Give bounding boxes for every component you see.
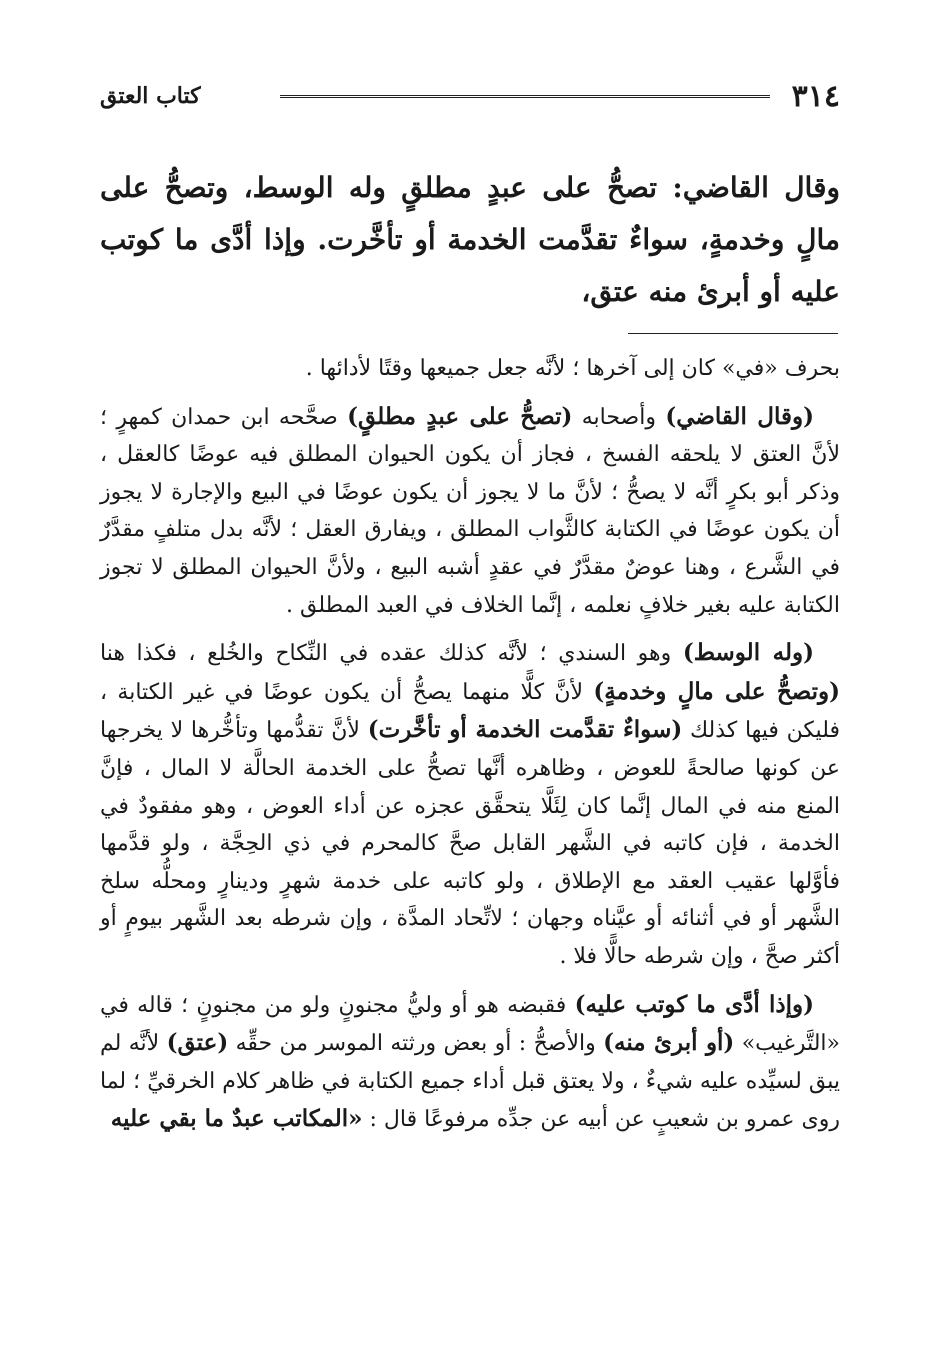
quoted-matn: (أو أبرئ منه) [603, 1029, 735, 1057]
footnote-separator [628, 333, 838, 334]
commentary-text: لأنَّ كلًّا منهما يصحُّ أن يكون عوضًا في غير الكتابة ، فليكن فيها كذلك [100, 679, 841, 744]
book-title: كتاب العتق [100, 83, 201, 109]
commentary-paragraph-4 [100, 986, 840, 1139]
quoted-matn: (عتق) [166, 1029, 229, 1057]
quoted-matn: (وتصحُّ على مالٍ وخدمةٍ) [593, 677, 841, 705]
main-text: وقال القاضي: تصحُّ على عبدٍ مطلقٍ وله الوسط، وتصحُّ على مالٍ وخدمةٍ، سواءٌ تقدَّمت الخدمة أو تأخَّرت. وإذا أدَّى ما كوتب عليه أو أبرئ منه عتق، [100, 171, 840, 308]
quoted-matn: (وقال القاضي) [665, 402, 814, 430]
commentary-text: لأنَّه لم يبق لسيِّده عليه شيءٌ ، ولا يعتق قبل أداء جميع الكتابة في ظاهر كلام الخرقيِّ ؛ لما روى عمرو بن شعيبٍ عن أبيه عن جدِّه مرفوعًا قال : [100, 1031, 840, 1133]
quoted-matn: (وله الوسط) [682, 639, 814, 667]
commentary-text: وأصحابه [572, 404, 666, 430]
quoted-matn: (سواءٌ تقدَّمت الخدمة أو تأخَّرت) [367, 716, 683, 744]
quoted-matn: (وإذا أدَّى ما كوتب عليه) [574, 990, 814, 1018]
commentary-text: وهو السندي ؛ لأنَّه كذلك عقده في النِّكاح والخُلع ، فكذا هنا [100, 641, 683, 667]
commentary-paragraph-3 [100, 634, 840, 975]
page-number: ٣١٤ [791, 78, 840, 114]
quoted-matn: (تصحُّ على عبدٍ مطلقٍ) [347, 402, 573, 430]
quoted-hadith: «المكاتب عبدٌ ما بقي عليه [110, 1105, 363, 1133]
commentary-text: فقبضه هو أو وليُّ مجنونٍ ولو من مجنونٍ ؛ قاله في «التَّرغيب» [100, 992, 840, 1057]
commentary-text: صحَّحه ابن حمدان كمهرٍ ؛ لأنَّ العتق لا يلحقه الفسخ ، فجاز أن يكون الحيوان المطلق فيه عوضًا كالعقل ، وذكر أبو بكرٍ أنَّه لا يصحُّ ؛ لأنَّ ما لا يجوز أن يكون عوضًا في البيع والإجارة لا يجوز أن يكون عوضًا في الكتابة كالثَّواب المطلق ، ويفارق العقل ؛ لأنَّه بدل متلفٍ مقدَّرٌ في الشَّرع ، وهنا عوضٌ مقدَّرٌ في عقدٍ أشبه البيع ، ولأنَّ الحيوان المطلق لا تجوز الكتابة عليه بغير خلافٍ نعلمه ، إنَّما الخلاف في العبد المطلق . [100, 404, 840, 618]
commentary-text: والأصحُّ : أو بعض ورثته الموسر من حقِّه [228, 1031, 604, 1057]
commentary-paragraph-2 [100, 398, 840, 625]
commentary [100, 350, 840, 1149]
header-rule [280, 95, 770, 98]
commentary-text: لأنَّ تقدُّمها وتأخُّرها لا يخرجها عن كونها صالحةً للعوض ، وظاهره أنَّها تصحُّ على الخدمة الحالَّة لا المال ، فإنَّ المنع منه في المال إنَّما كان لِئَلَّا يتحقَّق عجزه عن أداء العوض ، وهو مفقودٌ في الخدمة ، فإن كاتبه في الشَّهر القابل صحَّ كالمحرم في ذي الحِجَّة ، ولو قدَّمها فأوَّلها عقيب العقد مع الإطلاق ، ولو كاتبه على خدمة شهرٍ ودينارٍ ومحلُّه سلخ الشَّهر أو في أثنائه أو عيَّناه وجهان ؛ لاتِّحاد المدَّة ، وإن شرطه بعد الشَّهر بيومٍ أو أكثر صحَّ ، وإن شرطه حالًّا فلا . [100, 718, 840, 969]
page-header [100, 76, 840, 116]
commentary-paragraph-1: بحرف «في» كان إلى آخرها ؛ لأنَّه جعل جميعها وقتًا لأدائها . [305, 356, 840, 381]
